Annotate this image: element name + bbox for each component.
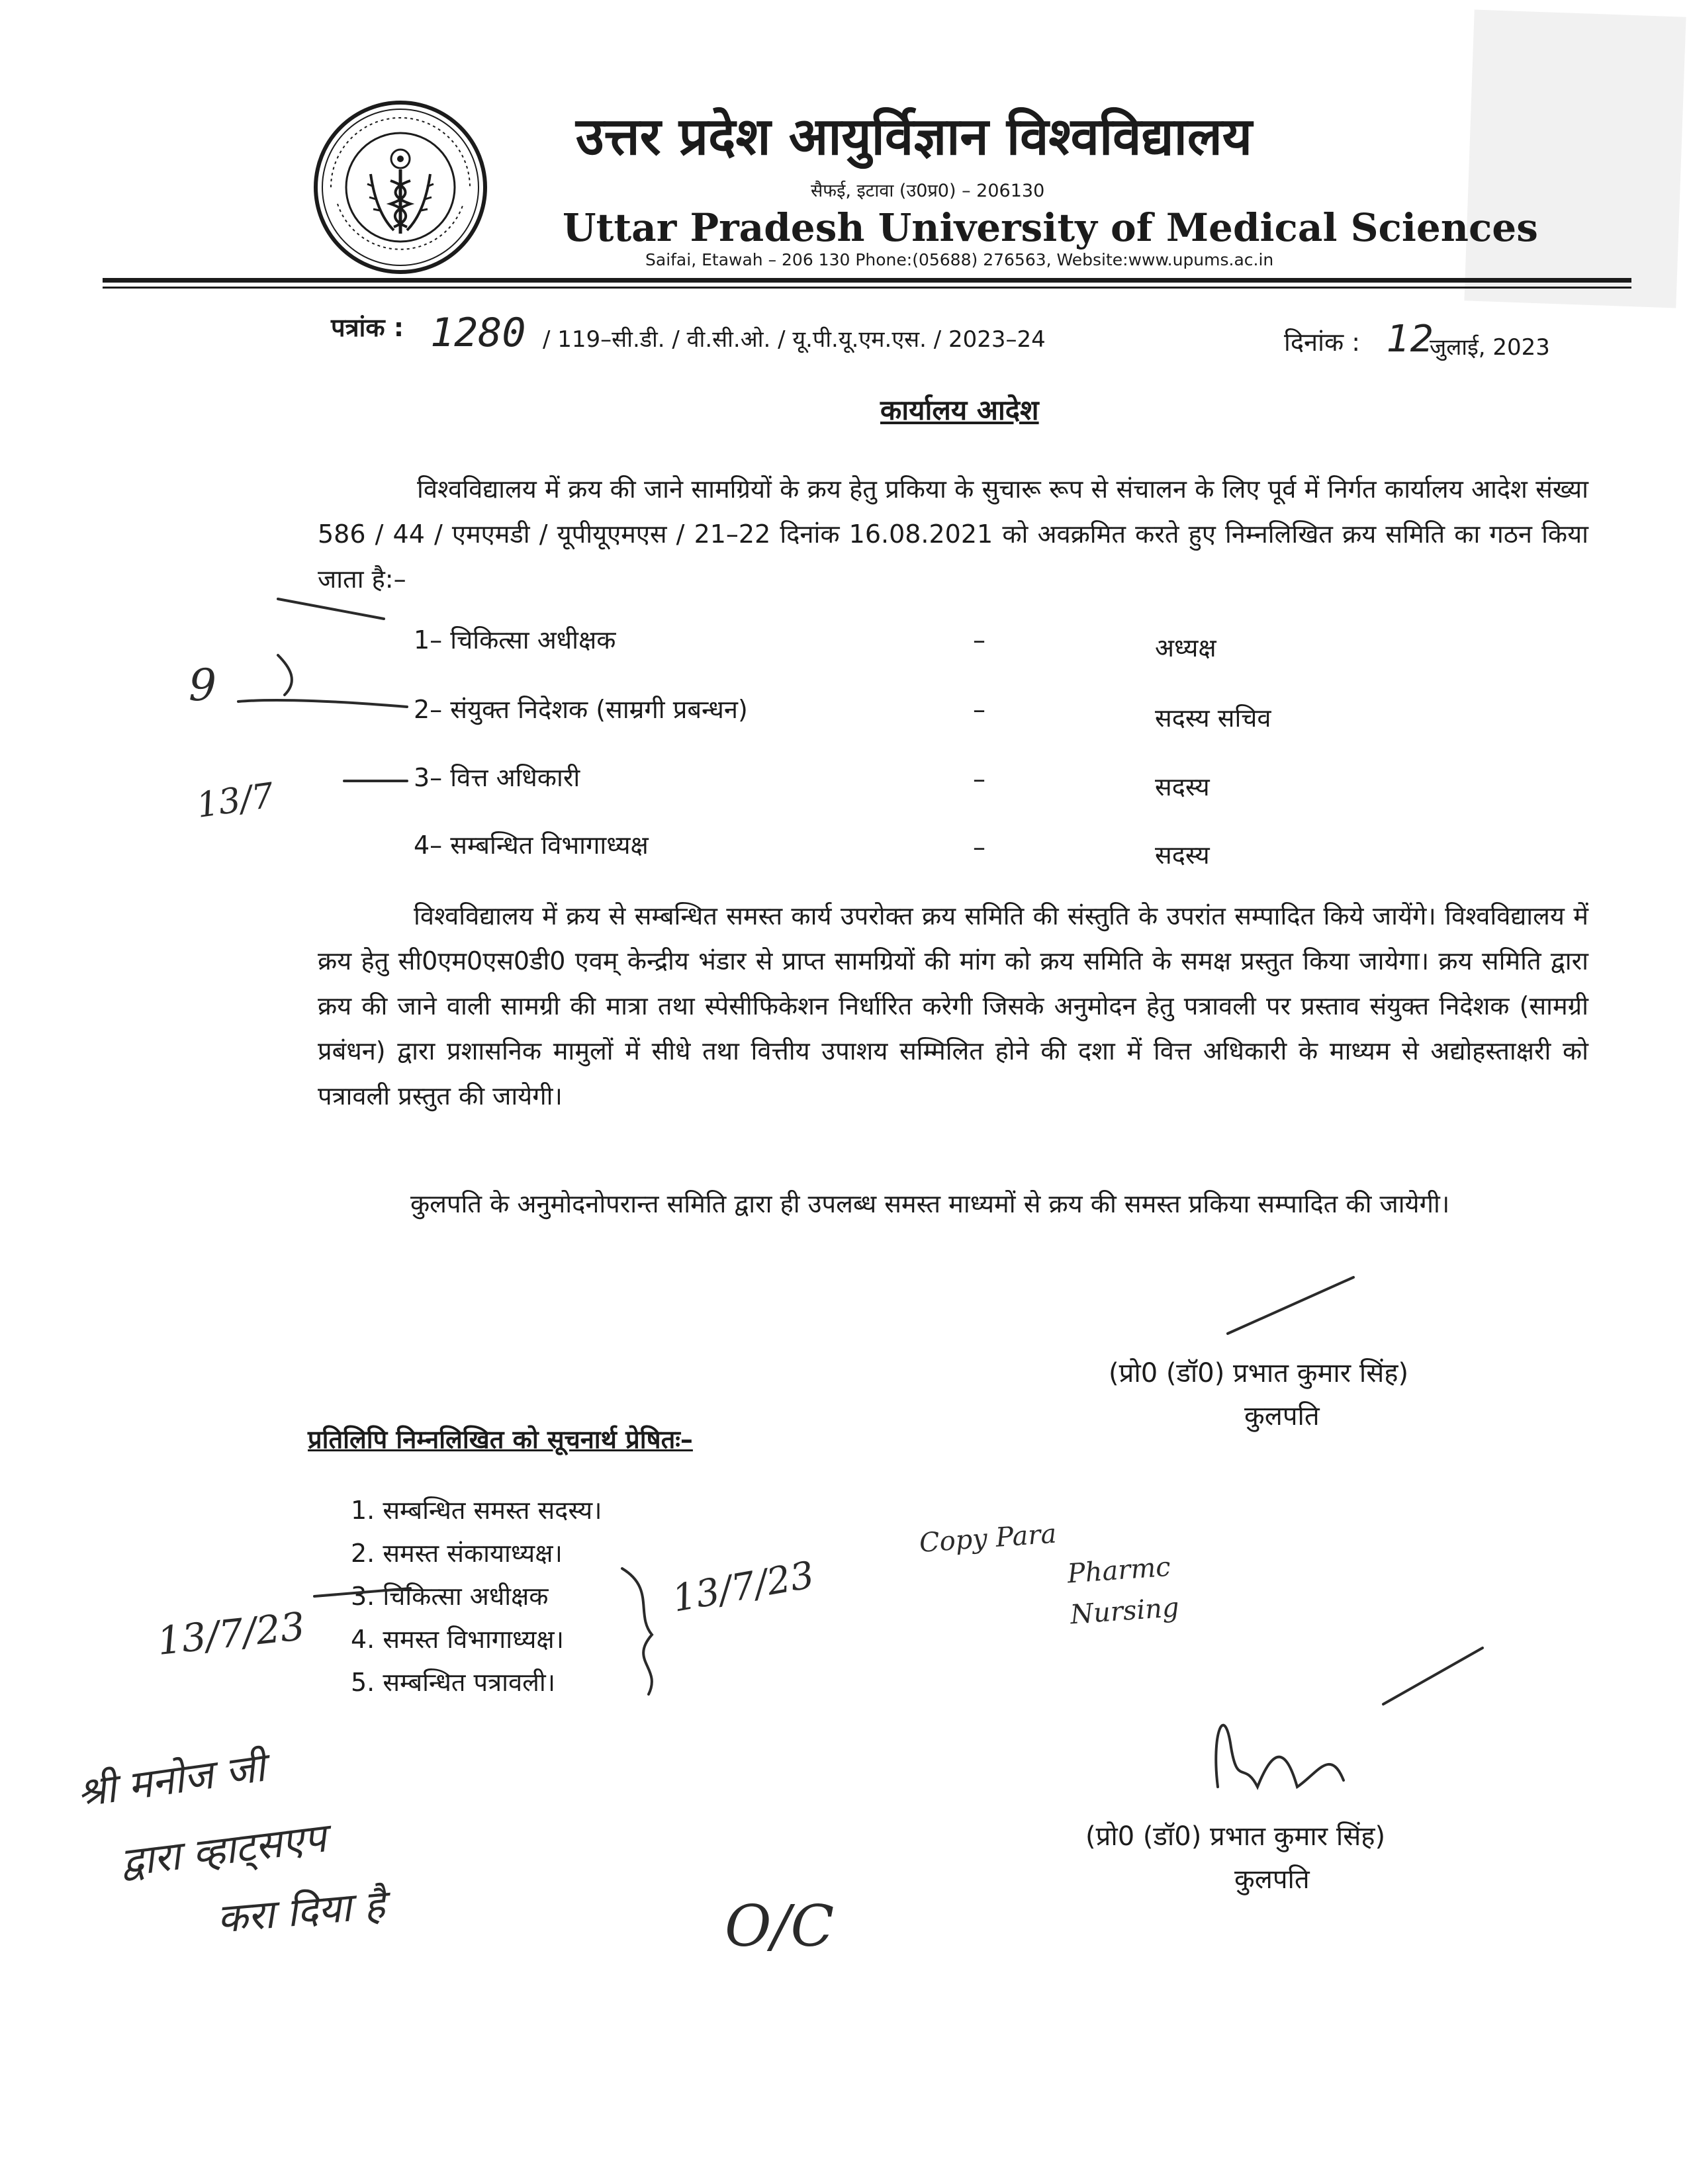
ink-stroke [622,1569,652,1694]
handwritten-note-3: 13/7/23 [669,1553,818,1621]
handwritten-note-8: करा दिया है [215,1882,387,1942]
member-2-designation: 2– संयुक्त निदेशक (साम्रगी प्रबन्धन) [414,695,748,724]
handwritten-note-7: द्वारा व्हाट्सएप [118,1815,329,1886]
copy-to-item-4: 4. समस्त विभागाध्यक्ष। [351,1625,565,1654]
handwritten-note-4: 13/7/23 [155,1603,307,1664]
handwritten-note-9: O/C [725,1893,835,1960]
order-title: कार्यालय आदेश [880,394,1039,426]
member-2-role: सदस्य सचिव [1155,704,1271,733]
order-paragraph-3: कुलपति के अनुमोदनोपरान्त समिति द्वारा ही उपलब्ध समस्त माध्यमों से क्रय की समस्त प्रकिया सम्पादित की जायेगी। [410,1189,1450,1218]
handwritten-note-2: 13/7 [194,776,277,826]
order-paragraph-1: विश्वविद्यालय में क्रय की जाने सामग्रियों के क्रय हेतु प्रकिया के सुचारू रूप से संचालन के लिए पूर्व में निर्गत कार्यालय आदेश संख्या 586 / 44 / एमएमडी / यूपीयूएमएस / 21–22 दिनांक 16.08.2021 को अवक्रमित करते हुए निम्नलिखित क्रय समिति का गठन किया जाता है:– [318,475,1588,594]
member-1-dash: – [973,625,985,655]
date-day: 12 [1387,318,1434,361]
university-name-hindi: उत्तर प्रदेश आयुर्विज्ञान विश्वविद्यालय [576,107,1252,167]
member-4-role: सदस्य [1155,841,1210,870]
scan-paper-corner [1464,10,1686,308]
member-3-dash: – [973,764,985,794]
signatory-1-name: (प्रो0 (डॉ0) प्रभात कुमार सिंह) [1109,1358,1409,1388]
ink-stroke [278,655,292,695]
university-name-english: Uttar Pradesh University of Medical Sciences [563,205,1538,250]
member-2-dash: – [973,695,985,724]
university-seal-logo [311,98,490,277]
member-1-role: अध्यक्ष [1155,633,1216,662]
university-address-hindi: सैफई, इटावा (उ0प्र0) – 206130 [811,181,1045,201]
order-paragraph-2: विश्वविद्यालय में क्रय से सम्बन्धित समस्त कार्य उपरोक्त क्रय समिति की संस्तुति के उपरांत सम्पादित किये जायेंगे। विश्वविद्यालय में क्रय हेतु सी0एम0एस0डी0 एवम् केन्द्रीय भंडार से प्राप्त सामग्रियों की मांग को क्रय समिति के समक्ष प्रस्तुत किया जायेगा। क्रय समिति द्वारा क्रय की जाने वाली सामग्री की मात्रा तथा स्पेसीफिकेशन निर्धारित करेगी जिसके अनुमोदन हेतु पत्रावली पर प्रस्ताव संयुक्त निदेशक (सामग्री प्रबंधन) द्वारा प्रशासनिक मामुलों में सीधे तथा वित्तीय उपाशय सम्मिलित होने की दशा में वित्त अधिकारी के माध्यम से अद्योहस्ताक्षरी को पत्रावली प्रस्तुत की जायेगी। [318,901,1588,1111]
date-label: दिनांक : [1284,328,1361,357]
handwritten-note-5: Copy ParaPharmcNursing [918,1518,1180,1631]
signature-2-stroke [1216,1725,1344,1787]
member-4-designation: 4– सम्बन्धित विभागाध्यक्ष [414,831,649,860]
header-rule-thick [103,278,1631,283]
copy-to-heading: प्रतिलिपि निम्नलिखित को सूचनार्थ प्रेषितः– [308,1425,693,1454]
reference-number: 1280 [430,310,526,356]
member-3-role: सदस्य [1155,772,1210,801]
signatory-2-title: कुलपति [1234,1864,1310,1895]
handwritten-note-1: 9 [189,660,216,711]
ink-stroke [1383,1648,1483,1704]
copy-to-item-2: 2. समस्त संकायाध्यक्ष। [351,1539,563,1568]
signature-1-stroke [1228,1277,1353,1334]
signatory-2-name: (प्रो0 (डॉ0) प्रभात कुमार सिंह) [1085,1821,1386,1852]
ink-stroke [238,700,407,707]
copy-to-item-3: 3. चिकित्सा अधीक्षक [351,1582,549,1611]
copy-to-item-5: 5. सम्बन्धित पत्रावली। [351,1668,556,1697]
copy-to-item-1: 1. सम्बन्धित समस्त सदस्य। [351,1496,602,1525]
signatory-1-title: कुलपति [1244,1401,1320,1432]
reference-label: पत्रांक : [331,313,404,342]
member-1-designation: 1– चिकित्सा अधीक्षक [414,625,616,655]
date-month-year: जुलाई, 2023 [1430,334,1550,361]
handwritten-note-6: श्री मनोज जी [74,1744,268,1817]
ink-stroke [278,599,384,619]
reference-code: / 119–सी.डी. / वी.सी.ओ. / यू.पी.यू.एम.एस. / 2023–24 [543,326,1046,353]
member-3-designation: 3– वित्त अधिकारी [414,763,580,792]
header-rule-thin [103,287,1631,289]
member-4-dash: – [973,833,985,862]
university-address-english: Saifai, Etawah – 206 130 Phone:(05688) 276563, Website:www.upums.ac.in [645,250,1274,269]
